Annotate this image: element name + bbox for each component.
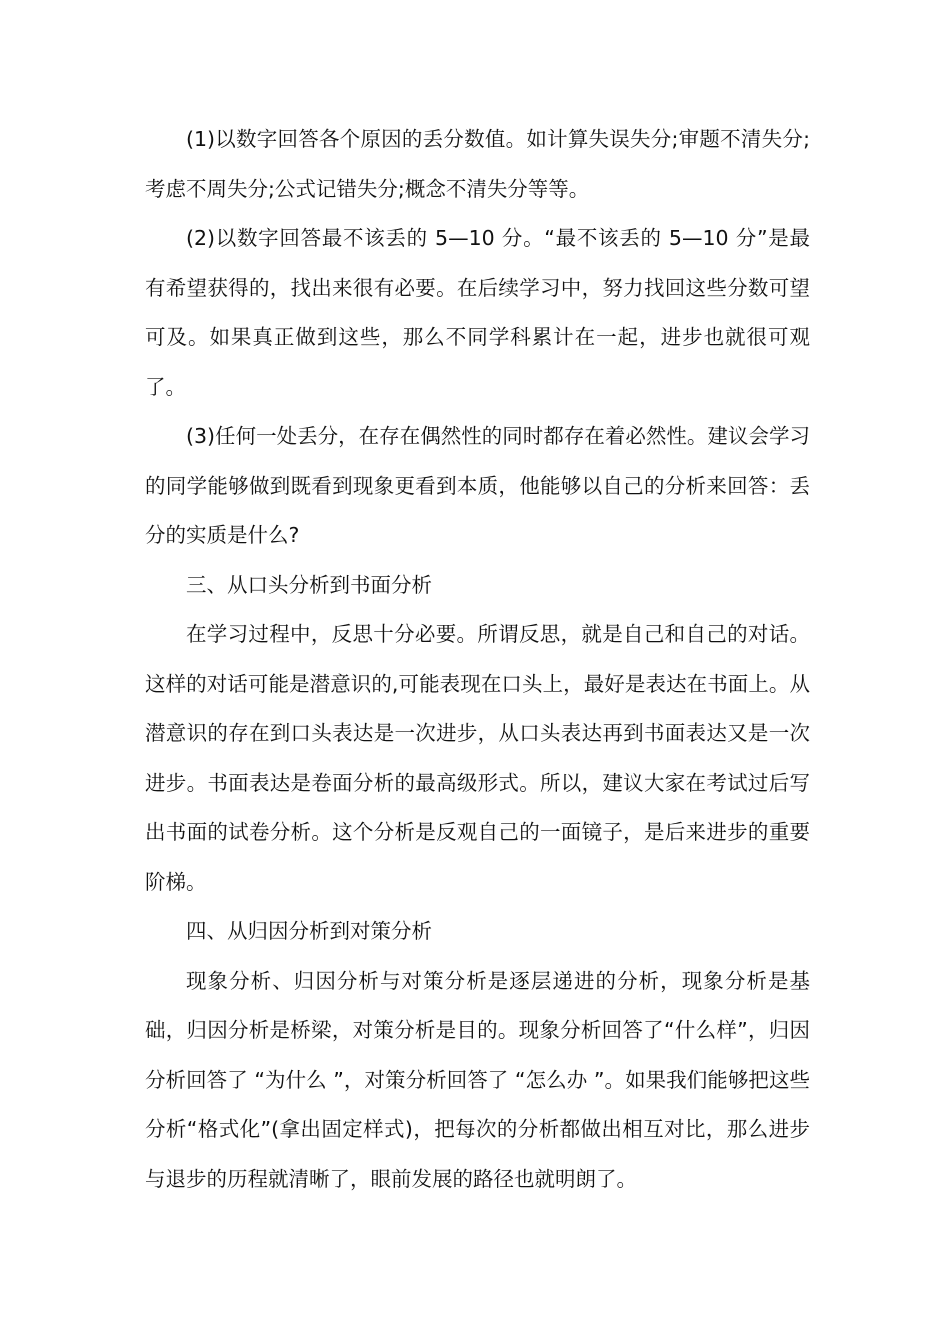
document-page [145, 115, 810, 1204]
paragraph-3: (3)任何一处丢分，在存在偶然性的同时都存在着必然性。建议会学习的同学能够做到既看到现象更看到本质，他能够以自己的分析来回答：丢分的实质是什么? [145, 424, 810, 547]
paragraph-4: 在学习过程中，反思十分必要。所谓反思，就是自己和自己的对话。这样的对话可能是潜意识的,可能表现在口头上，最好是表达在书面上。从潜意识的存在到口头表达是一次进步，从口头表达再到书面表达又是一次进步。书面表达是卷面分析的最高级形式。所以，建议大家在考试过后写出书面的试卷分析。这个分析是反观自己的一面镜子，是后来进步的重要阶梯。 [145, 622, 810, 894]
section-heading-3: 三、从口头分析到书面分析 [186, 572, 432, 597]
paragraph-2: (2)以数字回答最不该丢的 5—10 分。“最不该丢的 5—10 分”是最有希望获得的，找出来很有必要。在后续学习中，努力找回这些分数可望可及。如果真正做到这些，那么不同学科累计在一起，进步也就很可观了。 [145, 226, 810, 399]
paragraph-5: 现象分析、归因分析与对策分析是逐层递进的分析，现象分析是基础，归因分析是桥梁，对策分析是目的。现象分析回答了“什么样”，归因分析回答了 “为什么 ”，对策分析回答了 “怎么办 ”。如果我们能够把这些分析“格式化”(拿出固定样式)，把每次的分析都做出相互对比，那么进步与退步的历程就清晰了，眼前发展的路径也就明朗了。 [145, 968, 810, 1191]
paragraph-1: (1)以数字回答各个原因的丢分数值。如计算失误失分;审题不清失分;考虑不周失分;公式记错失分;概念不清失分等等。 [145, 127, 810, 201]
section-heading-4: 四、从归因分析到对策分析 [186, 919, 432, 943]
